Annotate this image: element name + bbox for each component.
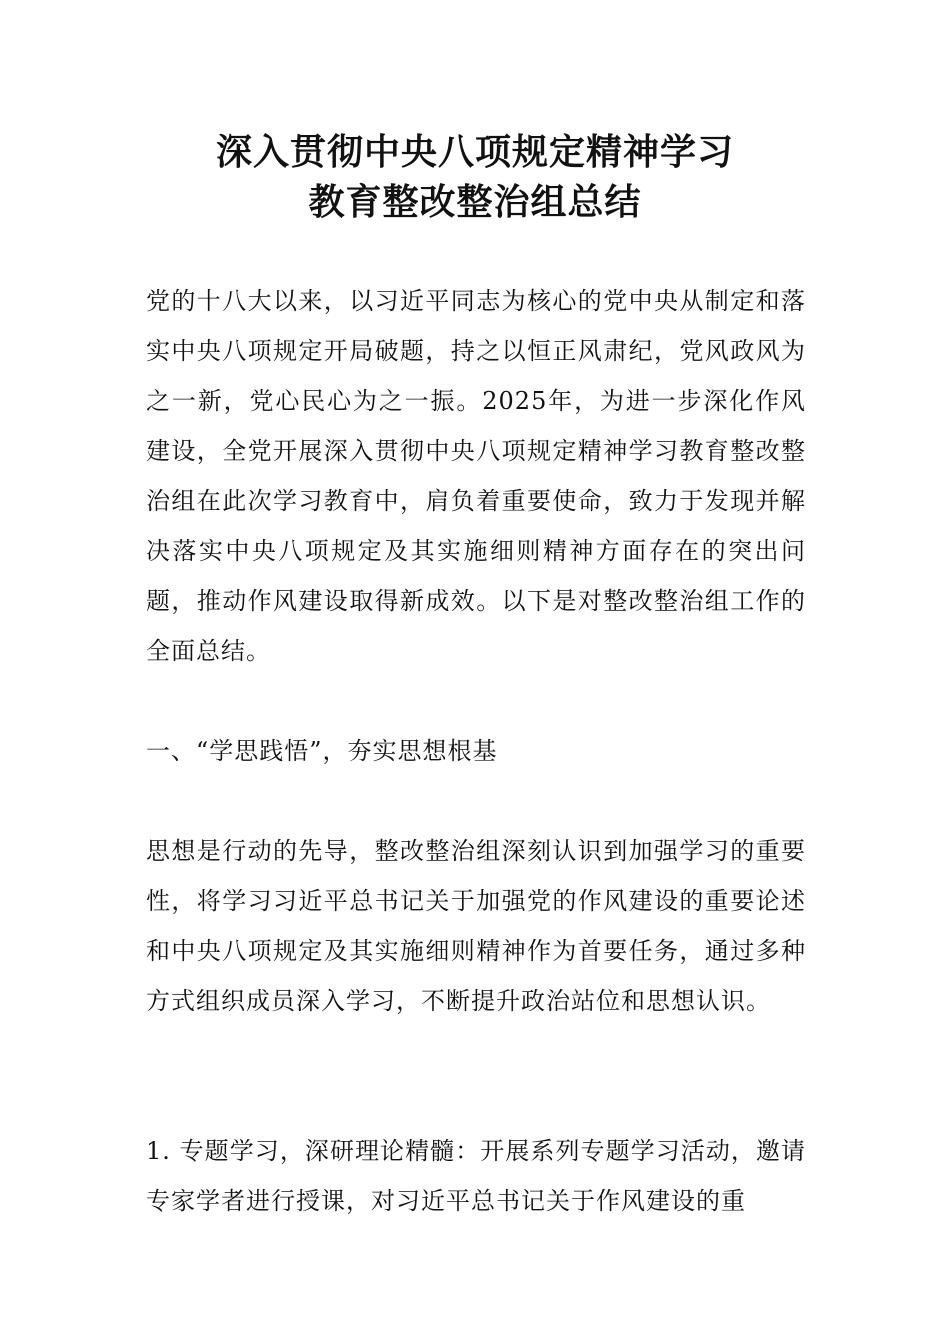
section-1-heading: 一、“学思践悟”，夯实思想根基 xyxy=(146,737,498,765)
title-line-2: 教育整改整治组总结 xyxy=(308,182,642,223)
title-line-1: 深入贯彻中央八项规定精神学习 xyxy=(215,132,734,173)
document-title xyxy=(0,128,950,228)
list-item-1: 1. 专题学习，深研理论精髓：开展系列专题学习活动，邀请专家学者进行授课，对习近平总书记关于作风建设的重 xyxy=(146,1137,806,1215)
section-1-paragraph: 思想是行动的先导，整改整治组深刻认识到加强学习的重要性，将学习习近平总书记关于加强党的作风建设的重要论述和中央八项规定及其实施细则精神作为首要任务，通过多种方式组织成员深入学习，不断提升政治站位和思想认识。 xyxy=(146,837,806,1015)
intro-paragraph: 党的十八大以来，以习近平同志为核心的党中央从制定和落实中央八项规定开局破题，持之以恒正风肃纪，党风政风为之一新，党心民心为之一振。2025年，为进一步深化作风建设，全党开展深入贯彻中央八项规定精神学习教育整改整治组在此次学习教育中，肩负着重要使命，致力于发现并解决落实中央八项规定及其实施细则精神方面存在的突出问题，推动作风建设取得新成效。以下是对整改整治组工作的全面总结。 xyxy=(146,287,806,665)
